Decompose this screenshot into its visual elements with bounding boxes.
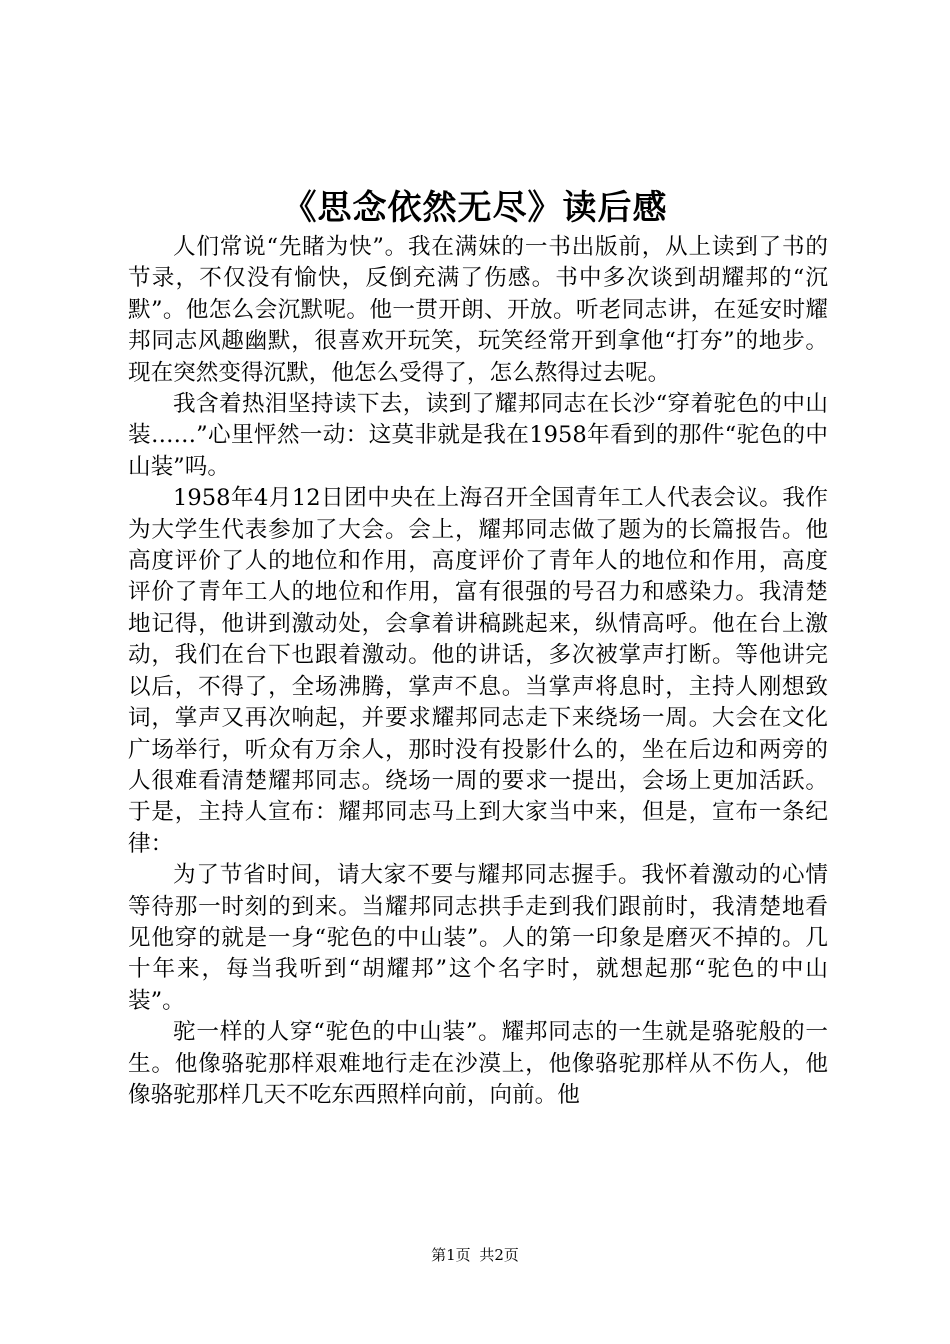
page-total: 共2页 [479,1246,519,1264]
paragraph: 1958年4月12日团中央在上海召开全国青年工人代表会议。我作为大学生代表参加了大会。会上，耀邦同志做了题为的长篇报告。他高度评价了人的地位和作用，高度评价了青年人的地位和作用，高度评价了青年工人的地位和作用，富有很强的号召力和感染力。我清楚地记得，他讲到激动处，会拿着讲稿跳起来，纵情高呼。他在台上激动，我们在台下也跟着激动。他的讲话，多次被掌声打断。等他讲完以后，不得了，全场沸腾，掌声不息。当掌声将息时，主持人刚想致词，掌声又再次响起，并要求耀邦同志走下来绕场一周。大会在文化广场举行，听众有万余人，那时没有投影什么的，坐在后边和两旁的人很难看清楚耀邦同志。绕场一周的要求一提出，会场上更加活跃。于是，主持人宣布：耀邦同志马上到大家当中来，但是，宣布一条纪律： [128,485,828,857]
paragraph: 为了节省时间，请大家不要与耀邦同志握手。我怀着激动的心情等待那一时刻的到来。当耀邦同志拱手走到我们跟前时，我清楚地看见他穿的就是一身“驼色的中山装”。人的第一印象是磨灭不掉的。几十年来，每当我听到“胡耀邦”这个名字时，就想起那“驼色的中山装”。 [128,862,828,1014]
page-title: 《思念依然无尽》读后感 [282,188,668,228]
paragraph: 驼一样的人穿“驼色的中山装”。耀邦同志的一生就是骆驼般的一生。他像骆驼那样艰难地行走在沙漠上，他像骆驼那样从不伤人，他像骆驼那样几天不吃东西照样向前，向前。他 [128,1019,828,1108]
paragraph: 人们常说“先睹为快”。我在满妹的一书出版前，从上读到了书的节录，不仅没有愉快，反倒充满了伤感。书中多次谈到胡耀邦的“沉默”。他怎么会沉默呢。他一贯开朗、开放。听老同志讲，在延安时耀邦同志风趣幽默，很喜欢开玩笑，玩笑经常开到拿他“打夯”的地步。现在突然变得沉默，他怎么受得了，怎么熬得过去呢。 [128,234,828,386]
paragraph: 我含着热泪坚持读下去，读到了耀邦同志在长沙“穿着驼色的中山装……”心里怦然一动：这莫非就是我在1958年看到的那件“驼色的中山装”吗。 [128,391,828,480]
article-body [128,232,828,1111]
page-footer [0,1245,950,1265]
page-number: 第1页 [431,1246,471,1264]
